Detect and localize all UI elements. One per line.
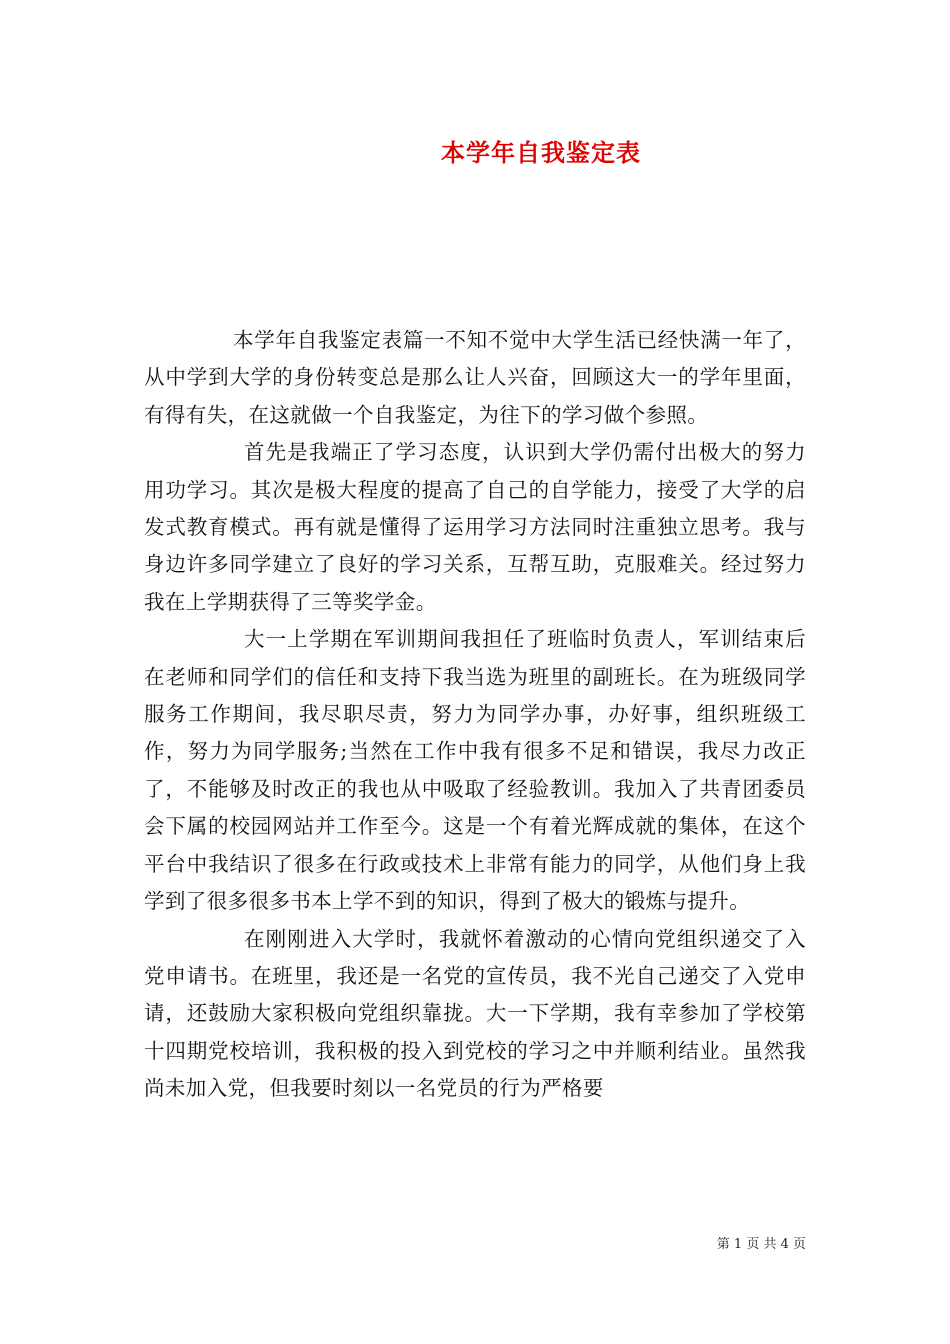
paragraph-2: 首先是我端正了学习态度，认识到大学仍需付出极大的努力用功学习。其次是极大程度的提高了自己的自学能力，接受了大学的启发式教育模式。再有就是懂得了运用学习方法同时注重独立思考。我与身边许多同学建立了良好的学习关系，互帮互助，克服难关。经过努力我在上学期获得了三等奖学金。	[144, 440, 806, 614]
document-title: 本学年自我鉴定表	[441, 138, 641, 167]
paragraph-3: 大一上学期在军训期间我担任了班临时负责人，军训结束后在老师和同学们的信任和支持下我当选为班里的副班长。在为班级同学服务工作期间，我尽职尽责，努力为同学办事，办好事，组织班级工作，努力为同学服务;当然在工作中我有很多不足和错误，我尽力改正了，不能够及时改正的我也从中吸取了经验教训。我加入了共青团委员会下属的校园网站并工作至今。这是一个有着光辉成就的集体，在这个平台中我结识了很多在行政或技术上非常有能力的同学，从他们身上我学到了很多很多书本上学不到的知识，得到了极大的锻炼与提升。	[144, 627, 806, 914]
paragraph-1: 本学年自我鉴定表篇一不知不觉中大学生活已经快满一年了，从中学到大学的身份转变总是那么让人兴奋，回顾这大一的学年里面，有得有失，在这就做一个自我鉴定，为往下的学习做个参照。	[144, 328, 806, 427]
document-body	[144, 322, 806, 1108]
page-number-footer: 第 1 页 共 4 页	[716, 1237, 806, 1252]
paragraph-4: 在刚刚进入大学时，我就怀着激动的心情向党组织递交了入党申请书。在班里，我还是一名党的宣传员，我不光自己递交了入党申请，还鼓励大家积极向党组织靠拢。大一下学期，我有幸参加了学校第十四期党校培训，我积极的投入到党校的学习之中并顺利结业。虽然我尚未加入党，但我要时刻以一名党员的行为严格要	[144, 926, 806, 1101]
